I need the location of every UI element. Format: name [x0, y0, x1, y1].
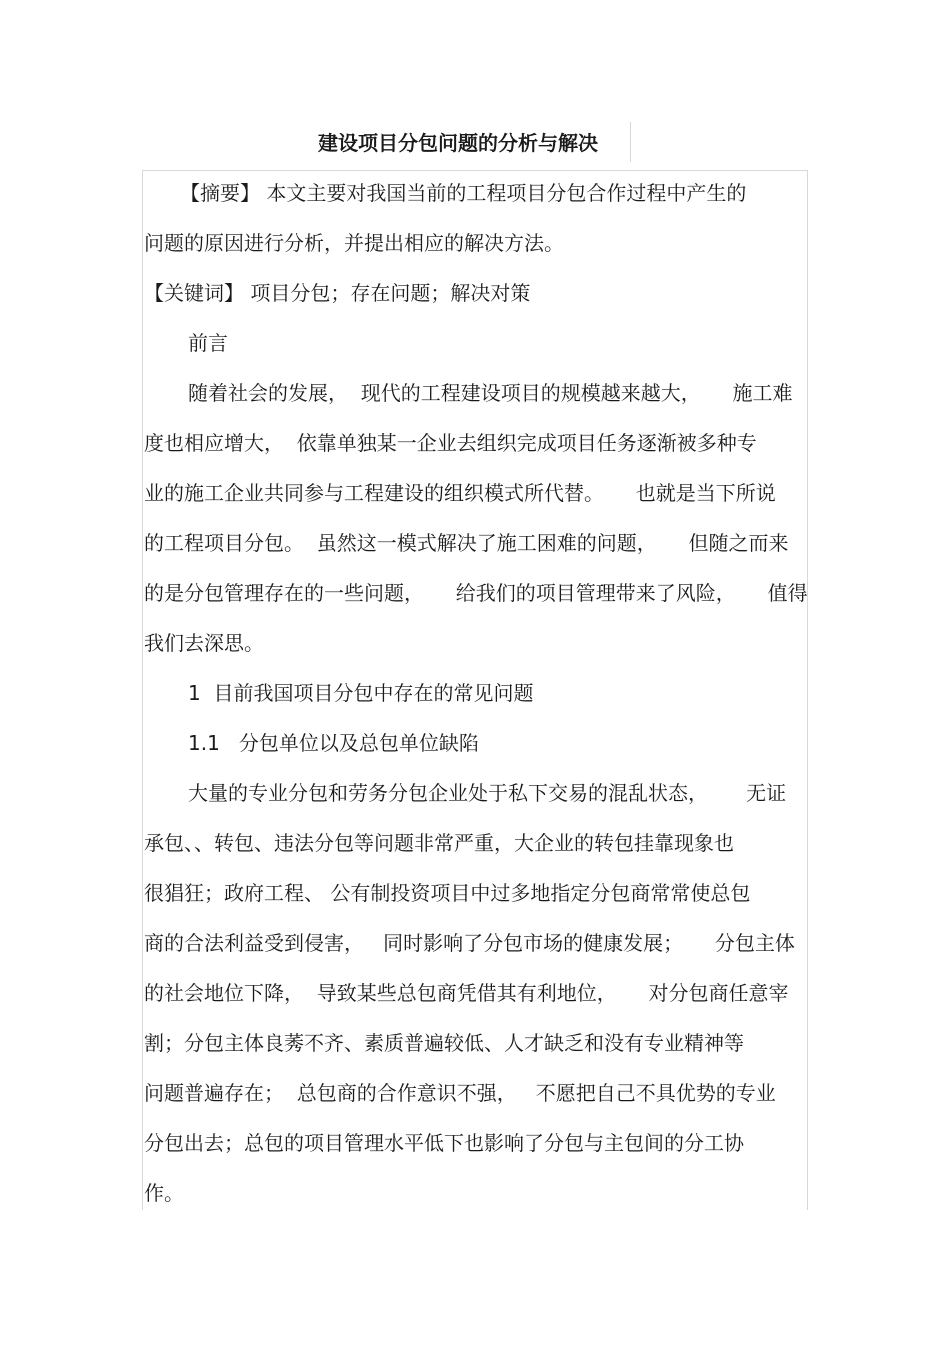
- section-heading-1-1: 1.1 分包单位以及总包单位缺陷: [188, 731, 479, 755]
- document-title: 建设项目分包问题的分析与解决: [318, 131, 598, 155]
- paragraph-line: 作。: [144, 1181, 184, 1205]
- paragraph-line: 的是分包管理存在的一些问题， 给我们的项目管理带来了风险， 值得: [144, 581, 808, 605]
- paragraph-line: 度也相应增大， 依靠单独某一企业去组织完成项目任务逐渐被多种专: [144, 431, 757, 455]
- paragraph-line: 的社会地位下降， 导致某些总包商凭借其有利地位， 对分包商任意宰: [144, 981, 789, 1005]
- abstract-line-2: 问题的原因进行分析，并提出相应的解决方法。: [144, 231, 564, 255]
- paragraph-line: 随着社会的发展， 现代的工程建设项目的规模越来越大， 施工难: [188, 381, 793, 405]
- text-frame-right: [807, 170, 808, 1210]
- abstract-line-1: 【摘要】 本文主要对我国当前的工程项目分包合作过程中产生的: [180, 181, 747, 205]
- text-frame-top: [142, 170, 808, 171]
- paragraph-line: 的工程项目分包。 虽然这一模式解决了施工困难的问题， 但随之而来: [144, 531, 789, 555]
- title-divider: [630, 122, 631, 162]
- section-heading-1: 1 目前我国项目分包中存在的常见问题: [188, 681, 534, 705]
- paragraph-line: 大量的专业分包和劳务分包企业处于私下交易的混乱状态， 无证: [188, 781, 787, 805]
- paragraph-line: 我们去深思。: [144, 631, 264, 655]
- paragraph-line: 承包、、转包、违法分包等问题非常严重，大企业的转包挂靠现象也: [144, 831, 734, 855]
- paragraph-line: 很猖狂；政府工程、 公有制投资项目中过多地指定分包商常常使总包: [144, 881, 751, 905]
- paragraph-line: 业的施工企业共同参与工程建设的组织模式所代替。 也就是当下所说: [144, 481, 776, 505]
- paragraph-line: 割；分包主体良莠不齐、素质普遍较低、人才缺乏和没有专业精神等: [144, 1031, 744, 1055]
- keywords-line: 【关键词】 项目分包；存在问题；解决对策: [144, 281, 531, 305]
- paragraph-line: 商的合法利益受到侵害， 同时影响了分包市场的健康发展； 分包主体: [144, 931, 795, 955]
- text-frame-left: [142, 170, 143, 1210]
- paragraph-line: 分包出去；总包的项目管理水平低下也影响了分包与主包间的分工协: [144, 1131, 744, 1155]
- paragraph-line: 问题普遍存在； 总包商的合作意识不强， 不愿把自己不具优势的专业: [144, 1081, 776, 1105]
- section-heading-preface: 前言: [188, 331, 228, 355]
